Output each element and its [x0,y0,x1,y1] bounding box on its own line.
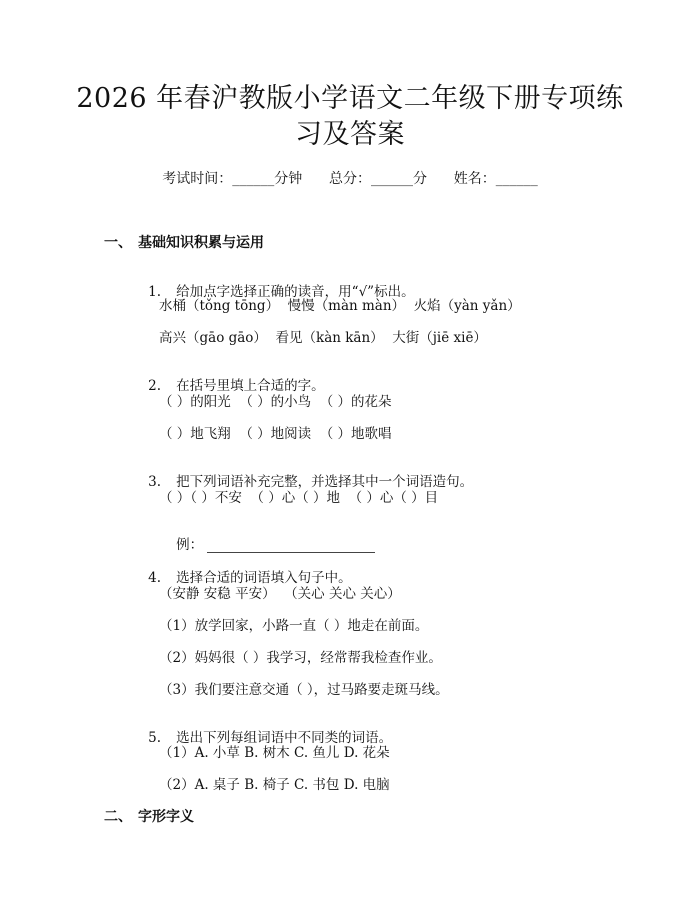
question-2-number: 2. [148,378,162,394]
section-1-heading [104,232,264,252]
question-2-line-2: （ ）地飞翔 （ ）地阅读 （ ）地歌唱 [159,426,392,442]
document-title-line2: 习及答案 [295,119,405,150]
question-1-line-1: 水桶（tǒng tōng） 慢慢（màn màn） 火焰（yàn yǎn） [159,298,521,314]
section-1-number: 一、 [104,235,132,251]
section-2-heading [104,806,194,826]
question-4-sentence-1: （1）放学回家，小路一直（ ）地走在前面。 [159,618,429,634]
section-2-number: 二、 [104,809,132,825]
question-1-number: 1. [148,284,162,300]
question-4-sentence-3: （3）我们要注意交通（ ），过马路要走斑马线。 [159,682,449,698]
section-1-label: 基础知识积累与运用 [138,235,264,251]
example-label: 例： [176,537,204,553]
exam-meta-line: 考试时间：______分钟 总分：______分 姓名：______ [162,171,538,187]
question-4-sentence-2: （2）妈妈很（ ）我学习，经常帮我检查作业。 [159,650,442,666]
question-4-number: 4. [148,570,162,586]
document-title-line1: 2026 年春沪教版小学语文二年级下册专项练 [76,83,624,114]
question-4-text: 选择合适的词语填入句子中。 [176,570,352,586]
question-3-number: 3. [148,474,162,490]
question-5-number: 5. [148,730,162,746]
question-3-line-1: （ ）（ ）不安 （ ）心（ ）地 （ ）心（ ）目 [159,490,439,506]
question-5-group-2: （2）A. 桌子 B. 椅子 C. 书包 D. 电脑 [159,777,390,793]
question-5-text: 选出下列每组词语中不同类的词语。 [176,730,393,746]
question-1-line-2: 高兴（gāo gāo） 看见（kàn kān） 大街（jiē xiē） [159,330,487,346]
section-2-label: 字形字义 [138,809,194,825]
question-2-line-1: （ ）的阳光 （ ）的小鸟 （ ）的花朵 [159,394,392,410]
question-5-group-1: （1）A. 小草 B. 树木 C. 鱼儿 D. 花朵 [159,745,390,761]
question-4-options: （安静 安稳 平安） （关心 关心 关心） [159,586,401,602]
question-3-text: 把下列词语补充完整，并选择其中一个词语造句。 [176,474,474,490]
question-2-text: 在括号里填上合适的字。 [176,378,325,394]
question-1-text: 给加点字选择正确的读音，用“√”标出。 [176,284,415,300]
